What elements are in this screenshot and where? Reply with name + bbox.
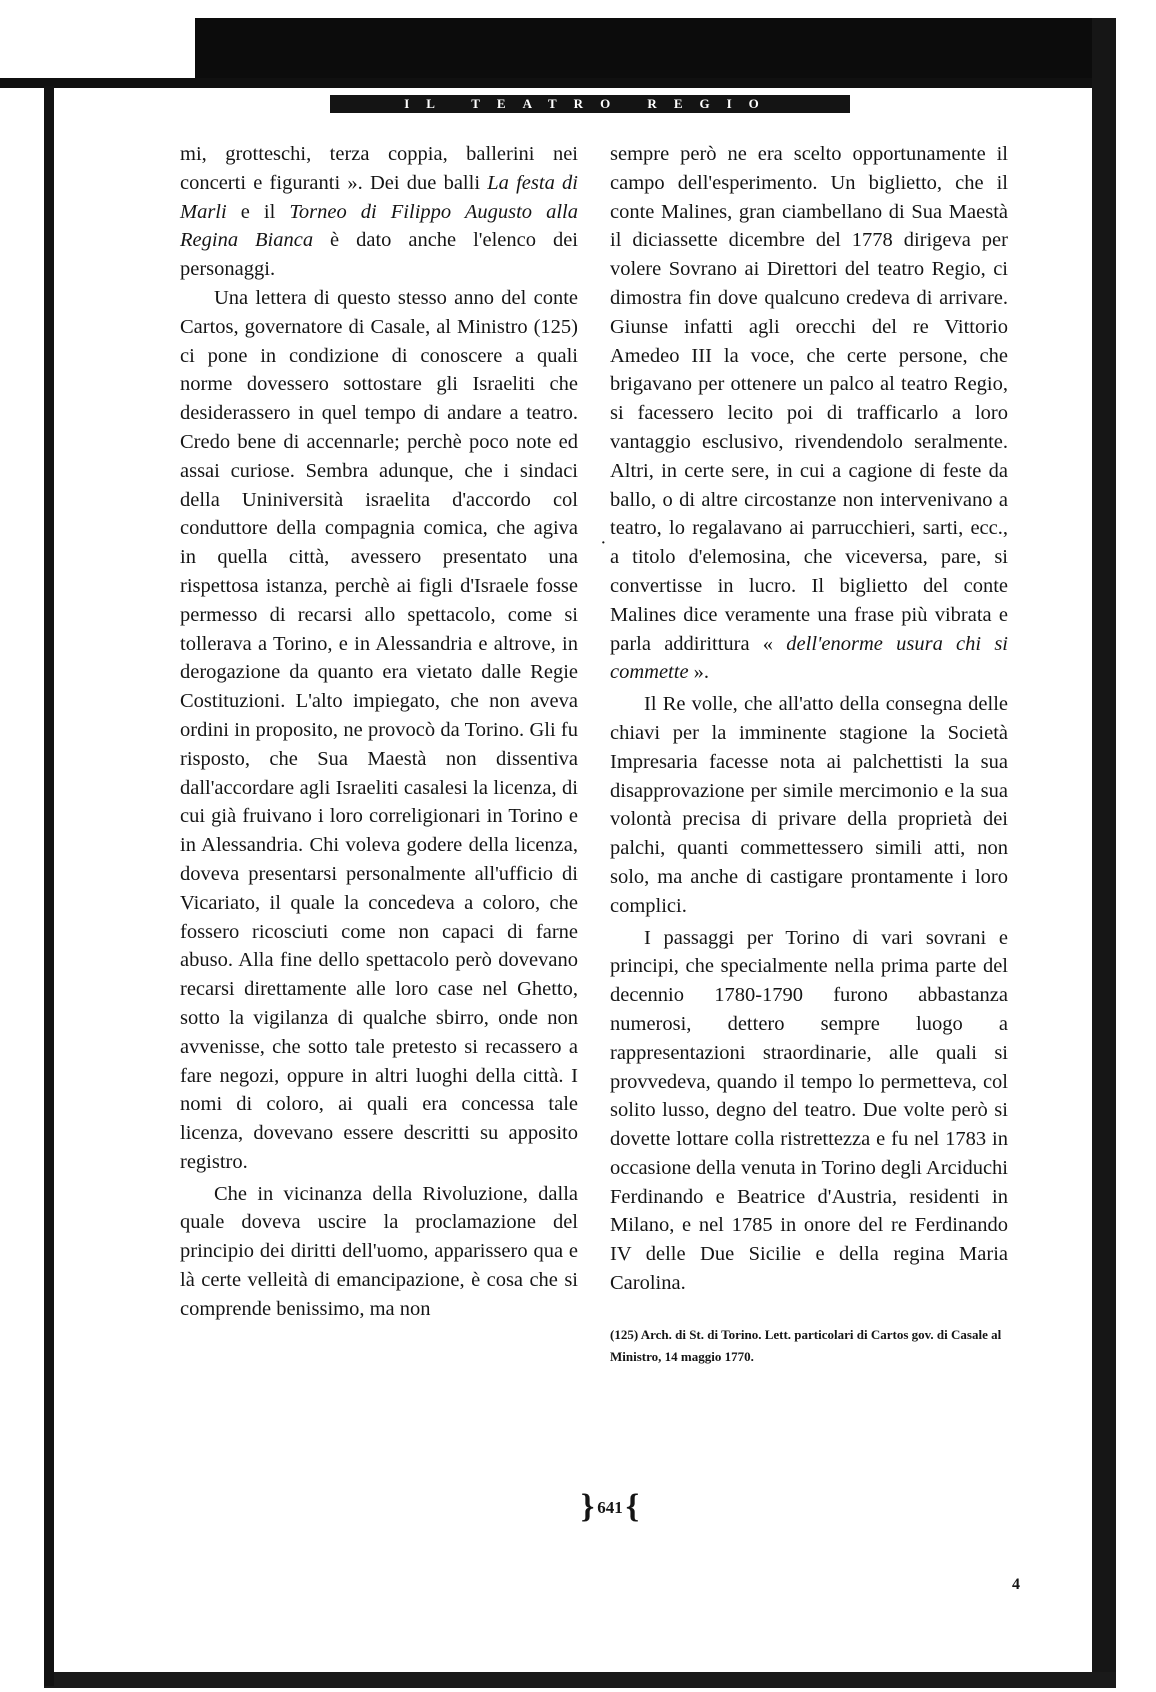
running-header: IL TEATRO REGIO — [330, 95, 850, 113]
right-column — [610, 140, 1008, 1368]
page-number-brace-left: } — [580, 1488, 595, 1525]
scan-bottom-edge — [44, 1672, 1116, 1688]
left-p1-text-a: mi, grotteschi, terza coppia, ballerini nei concerti e figuranti ». Dei due balli — [180, 143, 578, 194]
margin-mark: · — [601, 536, 606, 551]
scan-left-post — [44, 86, 54, 1686]
page-number-value: 641 — [597, 1498, 623, 1517]
left-p1-title-2: Torneo di Filippo Augusto alla Regina Bianca — [180, 200, 578, 252]
left-paragraph-2: Una lettera di questo stesso anno del conte Cartos, governatore di Casale, al Ministro (125) ci pone in condizione di conoscere a quali norme dovessero sottostare gli Israeliti che desiderassero in quel tempo di andare a teatro. Credo bene di accennarle; perchè poco note ed assai curiose. Sembra adunque, che i sindaci della Uniniversità israelita d'accordo col conduttore della compagnia comica, che agiva in quella città, avessero presentato una rispettosa istanza, perchè ai figli d'Israele fosse permesso di recarsi allo spettacolo, come si tollerava a Torino, e in Alessandria e altrove, in derogazione da quanto era vietato dalle Regie Costituzioni. L'alto impiegato, che non aveva ordini in proposito, ne provocò da Torino. Gli fu risposto, che Sua Maestà non dissentiva dall'accordare agli Israeliti casalesi la licenza, di cui già fruivano i loro correligionari in Torino e in Alessandria. Chi voleva godere della licenza, doveva presentarsi personalmente all'ufficio di Vicariato, il quale la concedeva a coloro, che fossero ricosciuti come non capaci di farne abuso. Alla fine dello spettacolo però dovevano recarsi direttamente alle loro case nel Ghetto, sotto la vigilanza di qualche sbirro, onde non avvenisse, che sotto tale pretesto si recassero a fare negozi, oppure in altri luoghi della città. I nomi di coloro, ai quali era concessa tale licenza, dovevano essere descritti su apposito registro. — [180, 286, 578, 1173]
left-p1-text-b: e il — [226, 200, 290, 223]
left-p1-title-1: La festa di Marli — [180, 171, 578, 223]
scan-right-edge — [1092, 18, 1116, 1678]
right-p1-text-b: ». — [688, 661, 710, 684]
scan-top-band — [195, 18, 1100, 80]
page-number — [555, 1488, 665, 1526]
right-p1-text-a: sempre però ne era scelto opportunamente il campo dell'esperimento. Un biglietto, che il conte Malines, gran ciambellano di Sua Maestà il diciassette dicembre del 1778 dirigeva per volere Sovrano ai Direttori del teatro Regio, ci dimostra fin dove qualcuno credeva di arrivare. Giunse infatti agli orecchi del re Vittorio Amedeo III la voce, che certe persone, che brigavano per ottenere un palco al teatro Regio, si facessero lecito poi di trafficarlo a loro vantaggio esclusivo, rivendendolo seralmente. Altri, in certe sere, in cui a cagione di feste da ballo, o di altre circostanze non intervenivano a teatro, lo regalavano ai parrucchieri, sarti, ecc., a titolo d'elemosina, che viceversa, pare, si convertisse in lucro. Il biglietto del conte Malines dice veramente una frase più vibrata e parla addirittura « — [610, 143, 1008, 655]
footnote: (125) Arch. di St. di Torino. Lett. particolari di Cartos gov. di Casale al Ministro, 14 maggio 1770. — [610, 1326, 1002, 1364]
right-p1-quote: dell'enorme usura chi si commette — [610, 632, 1009, 684]
right-paragraph-2: Il Re volle, che all'atto della consegna delle chiavi per la imminente stagione la Società Impresaria facesse nota ai palchettisti la sua disapprovazione per simile mercimonio e la sua volontà precisa di privare della proprietà dei palchi, quanti commettessero simili atti, non solo, ma anche di castigare prontamente i loro complici. — [610, 693, 1008, 917]
left-paragraph-3: Che in vicinanza della Rivoluzione, dalla quale doveva uscire la proclamazione del principio dei diritti dell'uomo, apparissero qua e là certe velleità di emancipazione, è cosa che si comprende benissimo, ma non — [180, 1182, 578, 1320]
left-column — [180, 140, 578, 1324]
right-paragraph-3: I passaggi per Torino di vari sovrani e principi, che specialmente nella prima parte del decennio 1780-1790 furono abbastanza numerosi, dettero sempre luogo a rappresentazioni straordinarie, alle quali si provvedeva, quando il tempo lo permetteva, col solito lusso, degno del teatro. Due volte però si dovette lottare colla ristrettezza e fu nel 1783 in occasione della venuta in Torino degli Arciduchi Ferdinando e Beatrice d'Austria, residenti in Milano, e nel 1785 in onore del re Ferdinando IV delle Due Sicilie e della regina Maria Carolina. — [610, 926, 1008, 1295]
left-paragraph-1 — [180, 140, 578, 284]
scan-top-stripe — [0, 78, 1100, 88]
signature-mark: 4 — [1012, 1576, 1020, 1593]
left-p1-text-c: è dato anche l'elenco dei personaggi. — [180, 229, 578, 281]
right-paragraph-1 — [610, 140, 1008, 687]
page-number-brace-right: { — [625, 1488, 640, 1525]
